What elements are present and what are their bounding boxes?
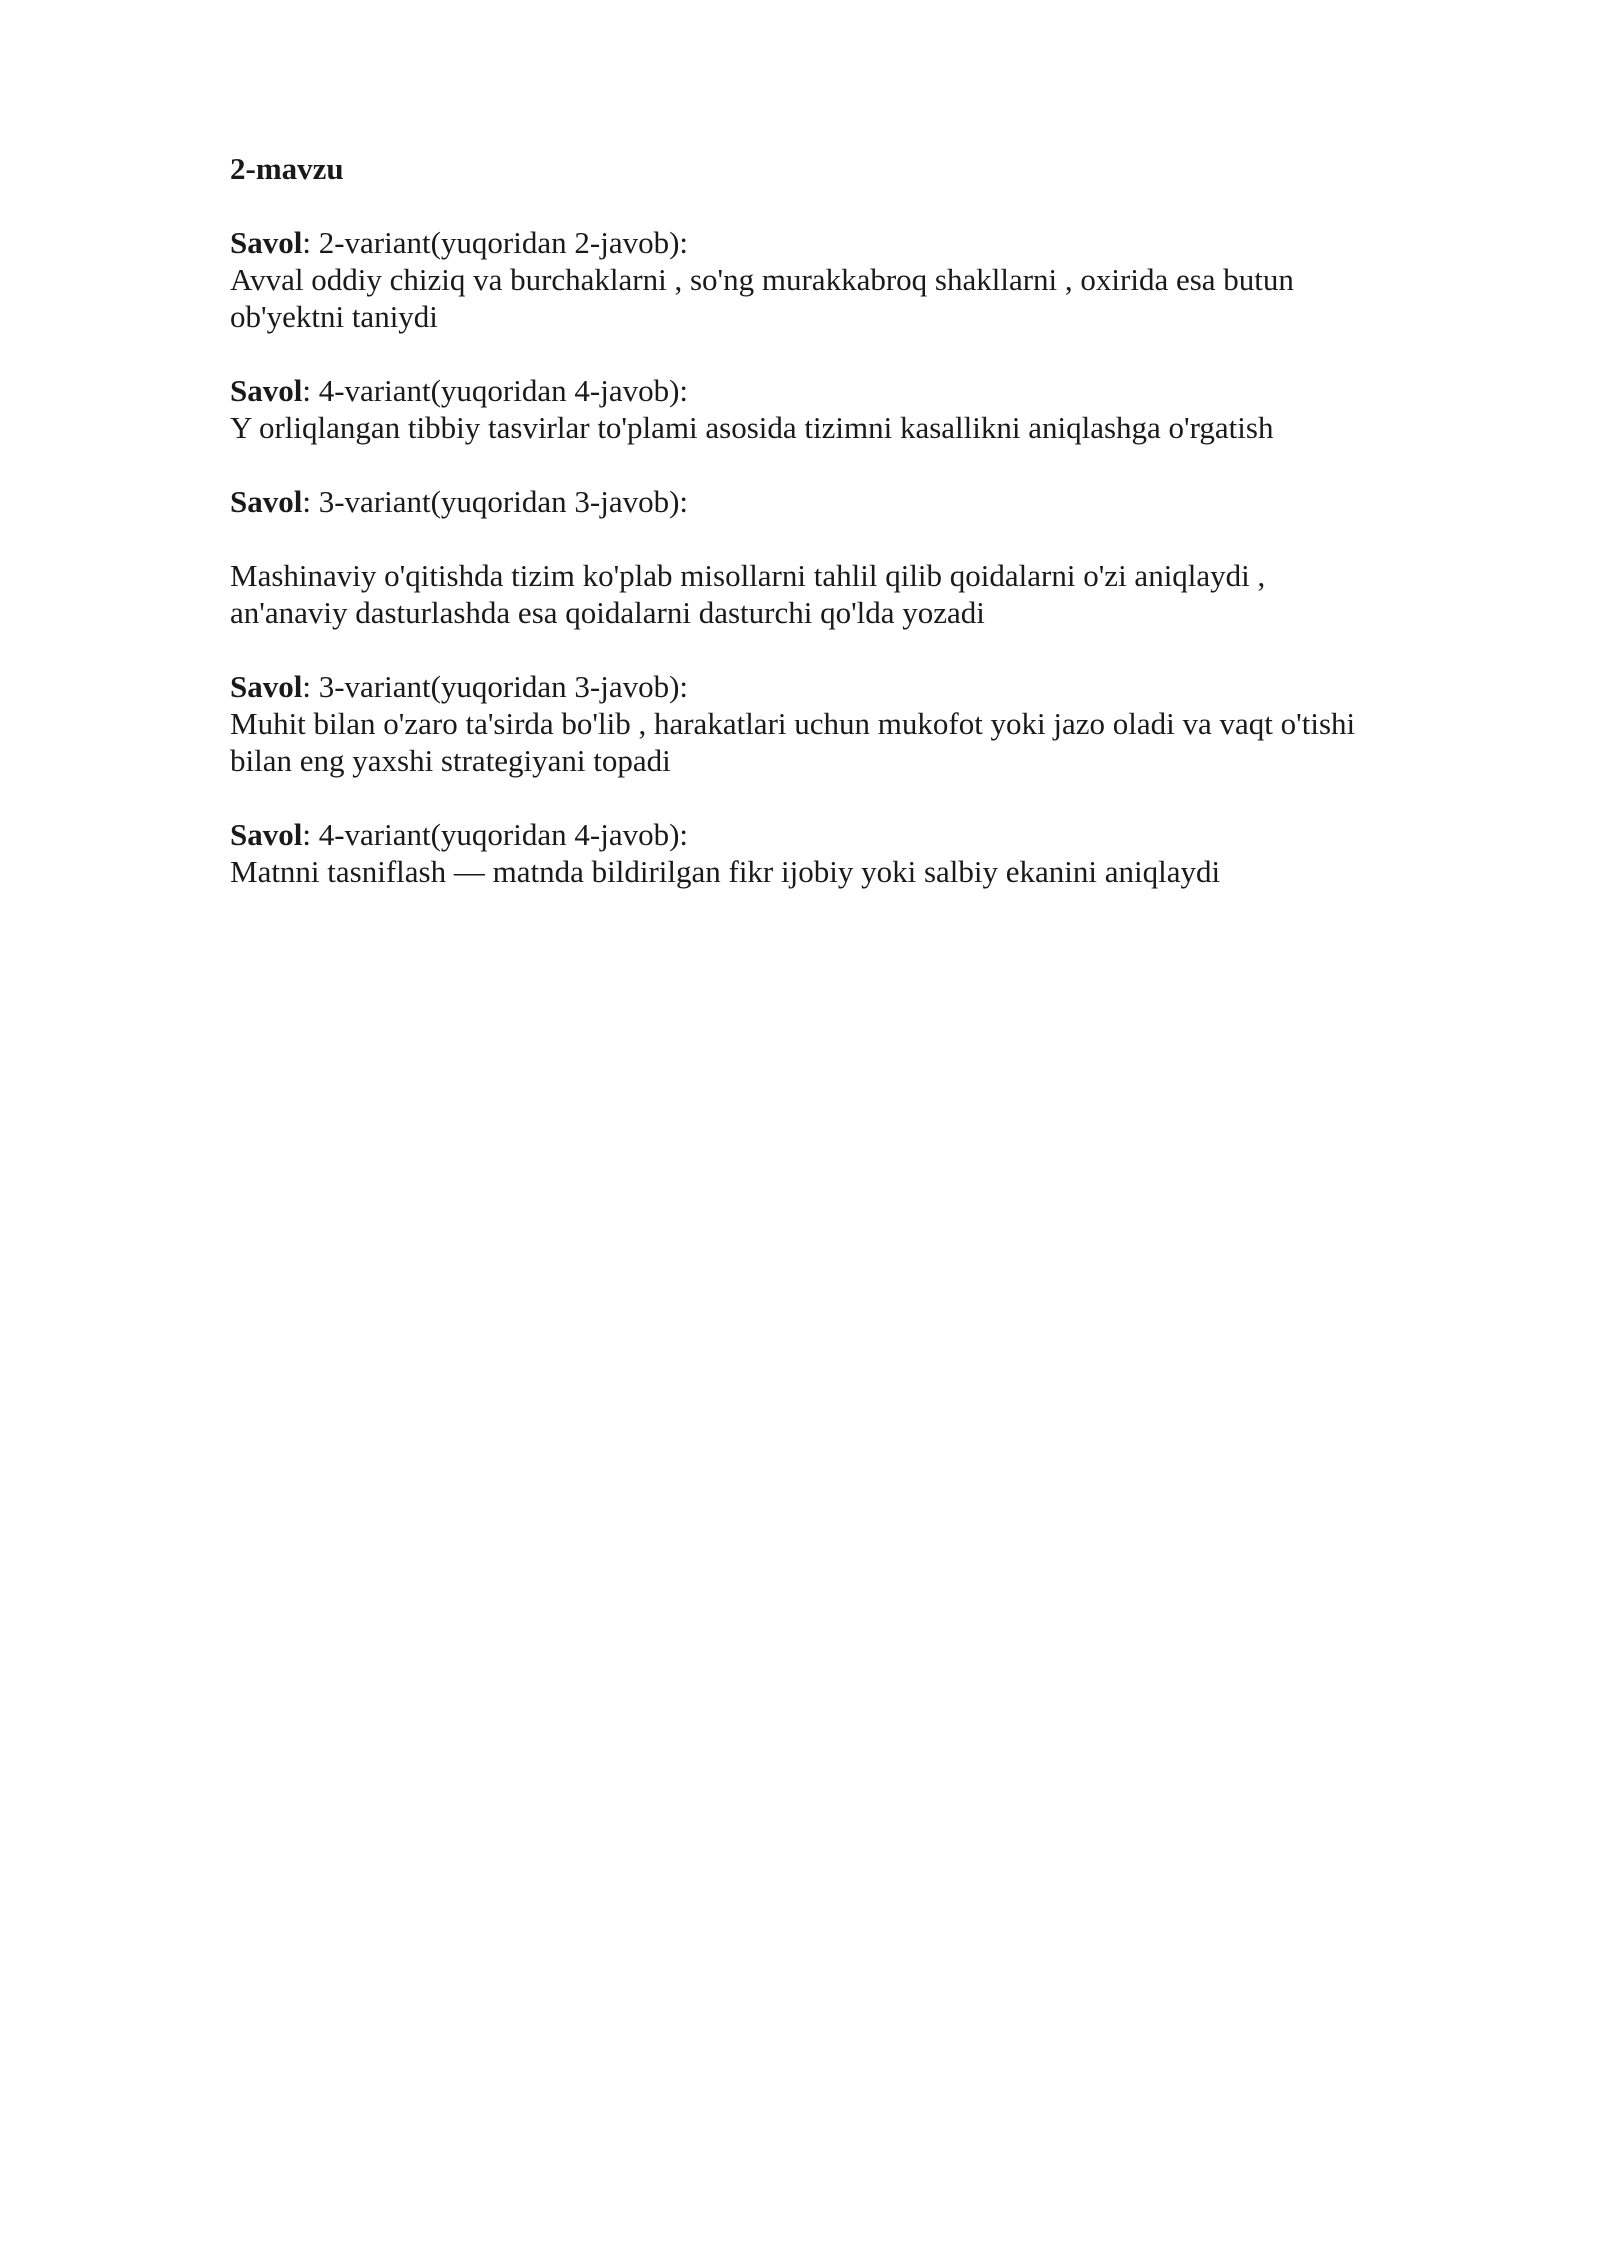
answer-text: Y orliqlangan tibbiy tasvirlar to'plami asosida tizimni kasallikni aniqlashga o'rgatish [230, 410, 1274, 445]
question-heading [230, 816, 1380, 853]
question-heading [230, 668, 1380, 705]
question-block-3 [230, 483, 1380, 631]
question-variant: : 4-variant(yuqoridan 4-javob): [302, 373, 689, 408]
question-variant: : 3-variant(yuqoridan 3-javob): [302, 484, 689, 519]
answer-text: Mashinaviy o'qitishda tizim ko'plab misollarni tahlil qilib qoidalarni o'zi aniqlaydi , an'anaviy dasturlashda esa qoidalarni dasturchi qo'lda yozadi [230, 558, 1266, 630]
question-variant: : 3-variant(yuqoridan 3-javob): [302, 669, 689, 704]
document-body [230, 150, 1380, 927]
answer-text: Avval oddiy chiziq va burchaklarni , so'ng murakkabroq shakllarni , oxirida esa butun ob'yektni taniydi [230, 262, 1294, 334]
question-block-2 [230, 372, 1380, 446]
question-label: Savol [230, 484, 303, 519]
question-block-5 [230, 816, 1380, 890]
question-block-4 [230, 668, 1380, 779]
answer-text: Muhit bilan o'zaro ta'sirda bo'lib , harakatlari uchun mukofot yoki jazo oladi va vaqt o'tishi bilan eng yaxshi strategiyani topadi [230, 706, 1356, 778]
question-block-1 [230, 224, 1380, 335]
question-variant: : 4-variant(yuqoridan 4-javob): [302, 817, 689, 852]
answer-text: Matnni tasniflash — matnda bildirilgan fikr ijobiy yoki salbiy ekanini aniqlaydi [230, 854, 1221, 889]
question-heading [230, 483, 1380, 520]
question-label: Savol [230, 669, 303, 704]
question-heading [230, 372, 1380, 409]
topic-title: 2-mavzu [230, 151, 344, 186]
question-label: Savol [230, 373, 303, 408]
question-label: Savol [230, 817, 303, 852]
question-heading [230, 224, 1380, 261]
question-label: Savol [230, 225, 303, 260]
question-variant: : 2-variant(yuqoridan 2-javob): [302, 225, 689, 260]
